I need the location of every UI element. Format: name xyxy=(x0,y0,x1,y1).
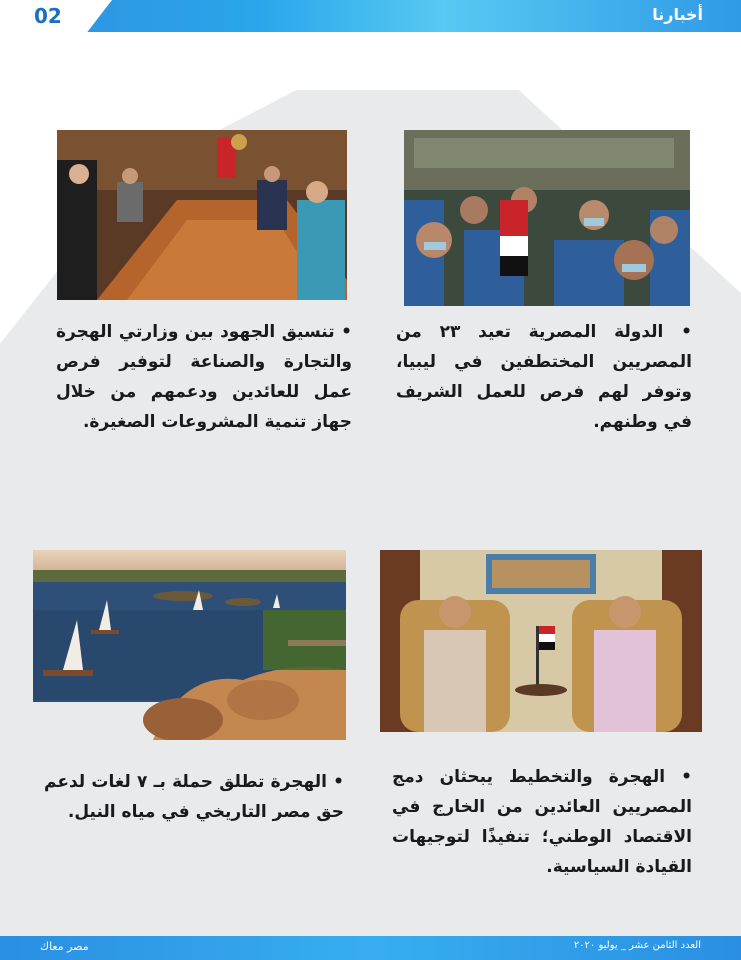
footer-brand: مصر معاك xyxy=(40,940,89,953)
news-item-4: • الهجرة تطلق حملة بـ ٧ لغات لدعم حق مصر التاريخي في مياه النيل. xyxy=(44,772,344,822)
ministers-sitting-image xyxy=(380,550,702,732)
meeting-room-image xyxy=(57,130,347,300)
page-header xyxy=(0,0,741,32)
page-number: 02 xyxy=(34,4,62,28)
nile-feluccas-photo xyxy=(33,550,346,740)
news-item-3: • الهجرة والتخطيط يبحثان دمج المصريين العائدين من الخارج في الاقتصاد الوطني؛ تنفيذًا لتوجيهات القيادة السياسية. xyxy=(392,767,692,877)
footer-issue: العدد الثامن عشر _ يوليو ٢٠٢٠ xyxy=(573,940,701,951)
returnees-bus-image xyxy=(404,130,690,306)
page-footer xyxy=(0,936,741,960)
news-item-2: • تنسيق الجهود بين وزارتي الهجرة والتجارة والصناعة لتوفير فرص عمل للعائدين ودعمهم من خلال جهاز تنمية المشروعات الصغيرة. xyxy=(56,322,352,432)
section-title: أخبارنا xyxy=(652,5,703,24)
ministers-meeting-photo xyxy=(57,130,347,300)
returnees-bus-photo xyxy=(404,130,690,306)
news-item-1: • الدولة المصرية تعيد ٢٣ من المصريين المختطفين في ليبيا، وتوفر لهم فرص للعمل الشريف في وطنهم. xyxy=(396,322,692,432)
ministers-sitting-photo xyxy=(380,550,702,732)
nile-river-image xyxy=(33,550,346,740)
